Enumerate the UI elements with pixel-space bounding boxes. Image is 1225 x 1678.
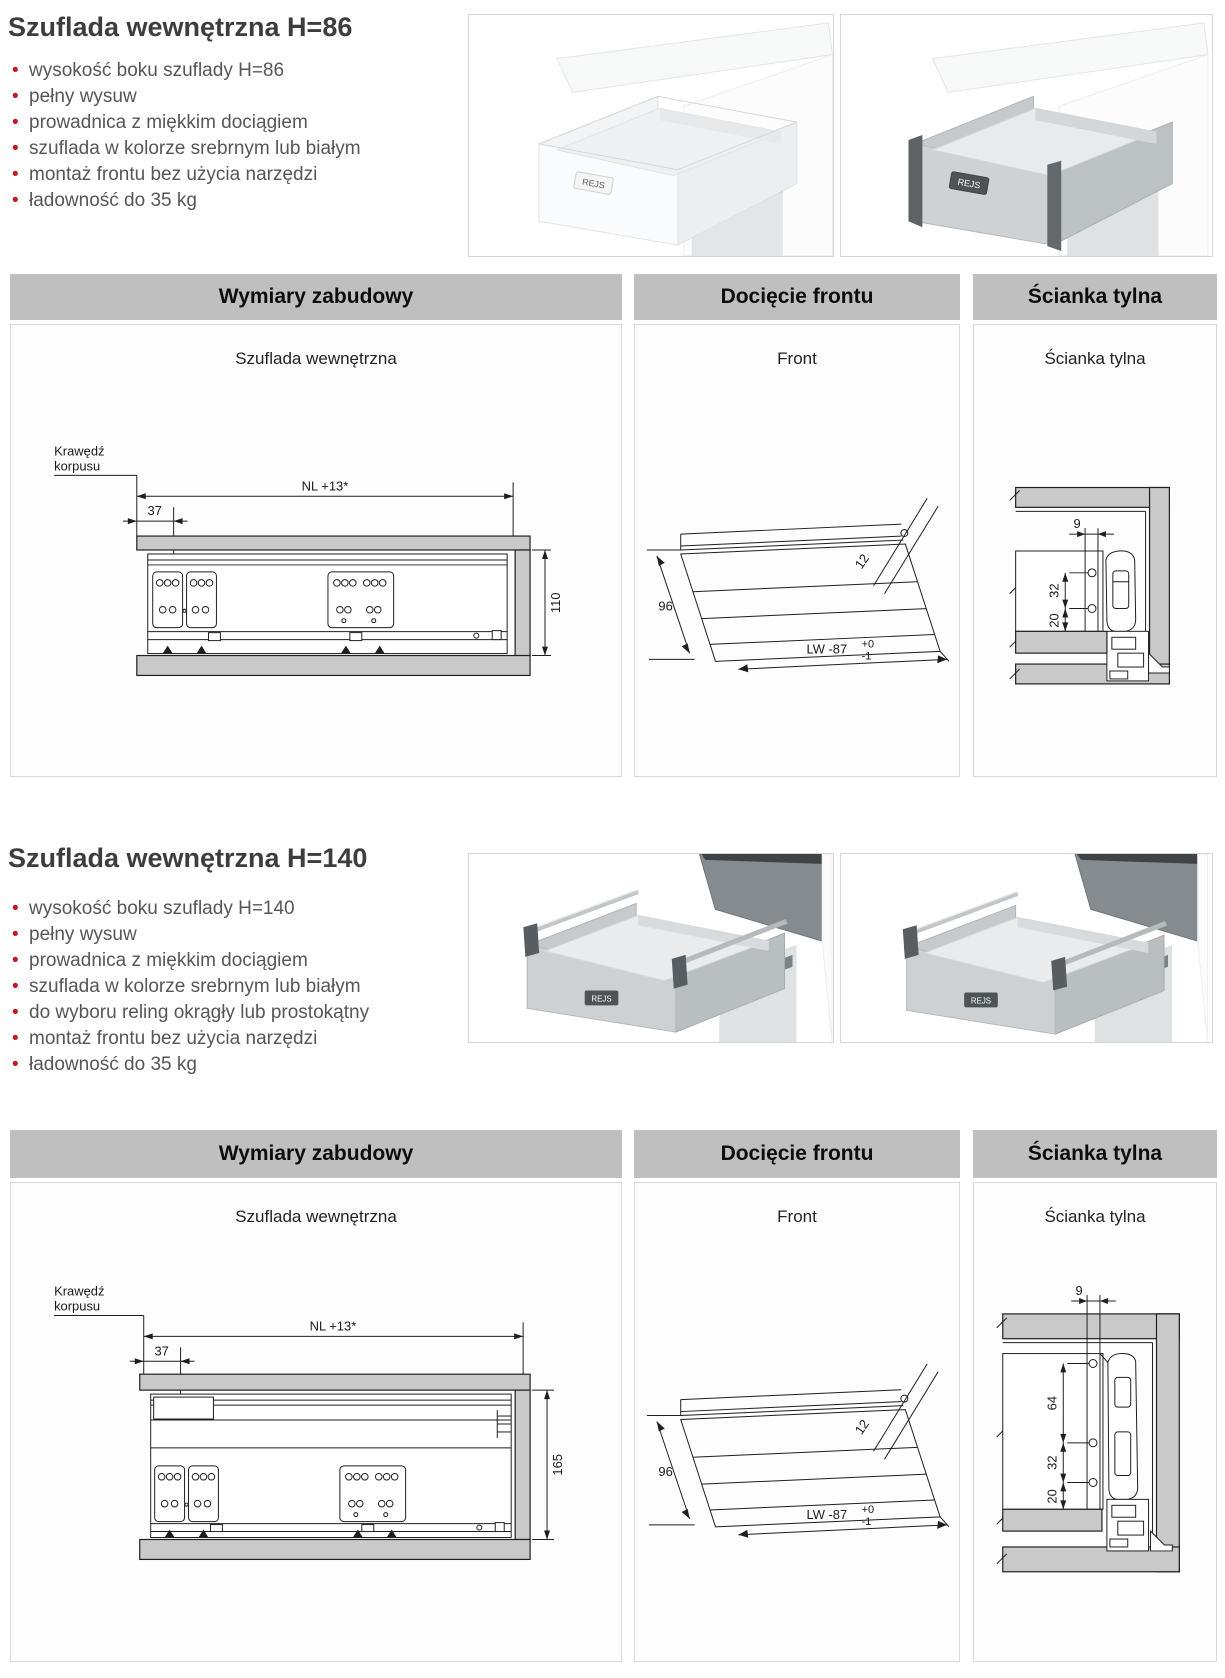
list-item [10, 110, 361, 136]
table-header-scianka-tylna: Ścianka tylna [973, 1130, 1217, 1178]
table-header-dociecie-frontu: Docięcie frontu [634, 1130, 960, 1178]
panel-front-drawing-h86 [634, 324, 960, 777]
bullet-text: pełny wysuw [29, 86, 137, 107]
rejs-logo-text: REJS [581, 176, 606, 191]
edge-label-line1: Krawędź [54, 1283, 105, 1299]
dim-lw-tol-top: +0 [861, 1503, 875, 1516]
dim-lw-tol-bottom: -1 [861, 650, 872, 663]
panel-label: Front [777, 1207, 817, 1226]
back-wall-technical-drawing [974, 1183, 1216, 1661]
front-cut-technical-drawing [635, 1183, 959, 1661]
panel-label: Ścianka tylna [1044, 349, 1146, 368]
panel-back-drawing-h140 [973, 1182, 1217, 1662]
dim-height-label: 165 [549, 1454, 565, 1476]
list-item [10, 84, 361, 110]
dim-lw-tol-bottom: -1 [861, 1515, 872, 1528]
white-drawer-illustration [469, 15, 833, 256]
railing-drawer-illustration [841, 854, 1212, 1042]
bullet-text: wysokość boku szuflady H=140 [29, 898, 295, 919]
bullet-text: prowadnica z miękkim dociągiem [29, 112, 308, 133]
table-header-wymiary-zabudowy: Wymiary zabudowy [10, 1130, 622, 1178]
rejs-logo-text: REJS [591, 994, 612, 1004]
list-item [10, 1052, 369, 1078]
list-item [10, 1026, 369, 1052]
product-photo-railing-drawer-2 [840, 853, 1213, 1043]
dim-37-label: 37 [147, 503, 162, 519]
product-photo-railing-drawer-1 [468, 853, 834, 1043]
panel-front-drawing-h140 [634, 1182, 960, 1662]
silver-drawer-illustration [841, 15, 1212, 256]
list-item [10, 974, 369, 1000]
panel-label: Szuflada wewnętrzna [235, 349, 397, 368]
dim-lw-label: LW -87 [806, 1506, 848, 1522]
dim-9-label: 9 [1073, 516, 1081, 532]
bullet-text: do wyboru reling okrągły lub prostokątny [29, 1002, 370, 1023]
rejs-logo-text: REJS [970, 996, 992, 1006]
dim-96-label: 96 [658, 1464, 673, 1480]
list-item [10, 896, 369, 922]
bullet-text: szuflada w kolorze srebrnym lub białym [29, 138, 361, 159]
section-title-h86: Szuflada wewnętrzna H=86 [8, 12, 353, 42]
bullet-text: montaż frontu bez użycia narzędzi [29, 1028, 318, 1049]
front-cut-technical-drawing [635, 325, 959, 776]
bullet-text: ładowność do 35 kg [29, 190, 197, 211]
product-photo-silver-drawer [840, 14, 1213, 257]
product-photo-white-drawer [468, 14, 834, 257]
rejs-logo-text: REJS [956, 176, 982, 191]
table-header-wymiary-zabudowy: Wymiary zabudowy [10, 274, 622, 320]
panel-back-drawing-h86 [973, 324, 1217, 777]
edge-label-line2: korpusu [54, 1298, 101, 1314]
side-view-technical-drawing [11, 325, 621, 776]
dim-64-label: 64 [1044, 1395, 1060, 1411]
table-header-dociecie-frontu: Docięcie frontu [634, 274, 960, 320]
bullet-text: wysokość boku szuflady H=86 [29, 60, 285, 81]
dim-20-label: 20 [1044, 1489, 1060, 1504]
panel-side-drawing-h86 [10, 324, 622, 777]
rejs-logo-badge [964, 993, 998, 1008]
dim-12-label: 12 [851, 551, 873, 572]
panel-label: Front [777, 349, 817, 368]
dim-32-label: 32 [1044, 1455, 1060, 1470]
bullet-text: montaż frontu bez użycia narzędzi [29, 164, 318, 185]
panel-label: Ścianka tylna [1044, 1207, 1146, 1226]
bullet-text: prowadnica z miękkim dociągiem [29, 950, 308, 971]
table-header-scianka-tylna: Ścianka tylna [973, 274, 1217, 320]
back-wall-technical-drawing [974, 325, 1216, 776]
dim-height-label: 110 [547, 592, 563, 614]
bullet-text: szuflada w kolorze srebrnym lub białym [29, 976, 361, 997]
section-title-h140: Szuflada wewnętrzna H=140 [8, 843, 368, 873]
dim-lw-tol-top: +0 [861, 638, 875, 651]
rejs-logo-badge [585, 991, 619, 1006]
list-item [10, 162, 361, 188]
list-item [10, 948, 369, 974]
dim-lw-label: LW -87 [806, 641, 848, 657]
panel-side-drawing-h140 [10, 1182, 622, 1662]
bullet-text: ładowność do 35 kg [29, 1054, 197, 1075]
dim-9-label: 9 [1075, 1283, 1083, 1299]
edge-label-line2: korpusu [54, 458, 101, 474]
dim-nl-label: NL +13* [301, 478, 349, 494]
bullet-text: pełny wysuw [29, 924, 137, 945]
dim-nl-label: NL +13* [309, 1318, 357, 1334]
list-item [10, 922, 369, 948]
feature-list-h86 [10, 58, 361, 214]
side-view-technical-drawing [11, 1183, 621, 1661]
edge-label-line1: Krawędź [54, 443, 105, 459]
feature-list-h140 [10, 896, 369, 1078]
railing-drawer-illustration [469, 854, 833, 1042]
list-item [10, 1000, 369, 1026]
dim-32-label: 32 [1046, 583, 1062, 598]
list-item [10, 136, 361, 162]
list-item [10, 58, 361, 84]
dim-20-label: 20 [1046, 613, 1062, 628]
panel-label: Szuflada wewnętrzna [235, 1207, 397, 1226]
dim-12-label: 12 [851, 1416, 873, 1438]
dim-96-label: 96 [658, 598, 673, 614]
list-item [10, 188, 361, 214]
dim-37-label: 37 [154, 1343, 169, 1359]
